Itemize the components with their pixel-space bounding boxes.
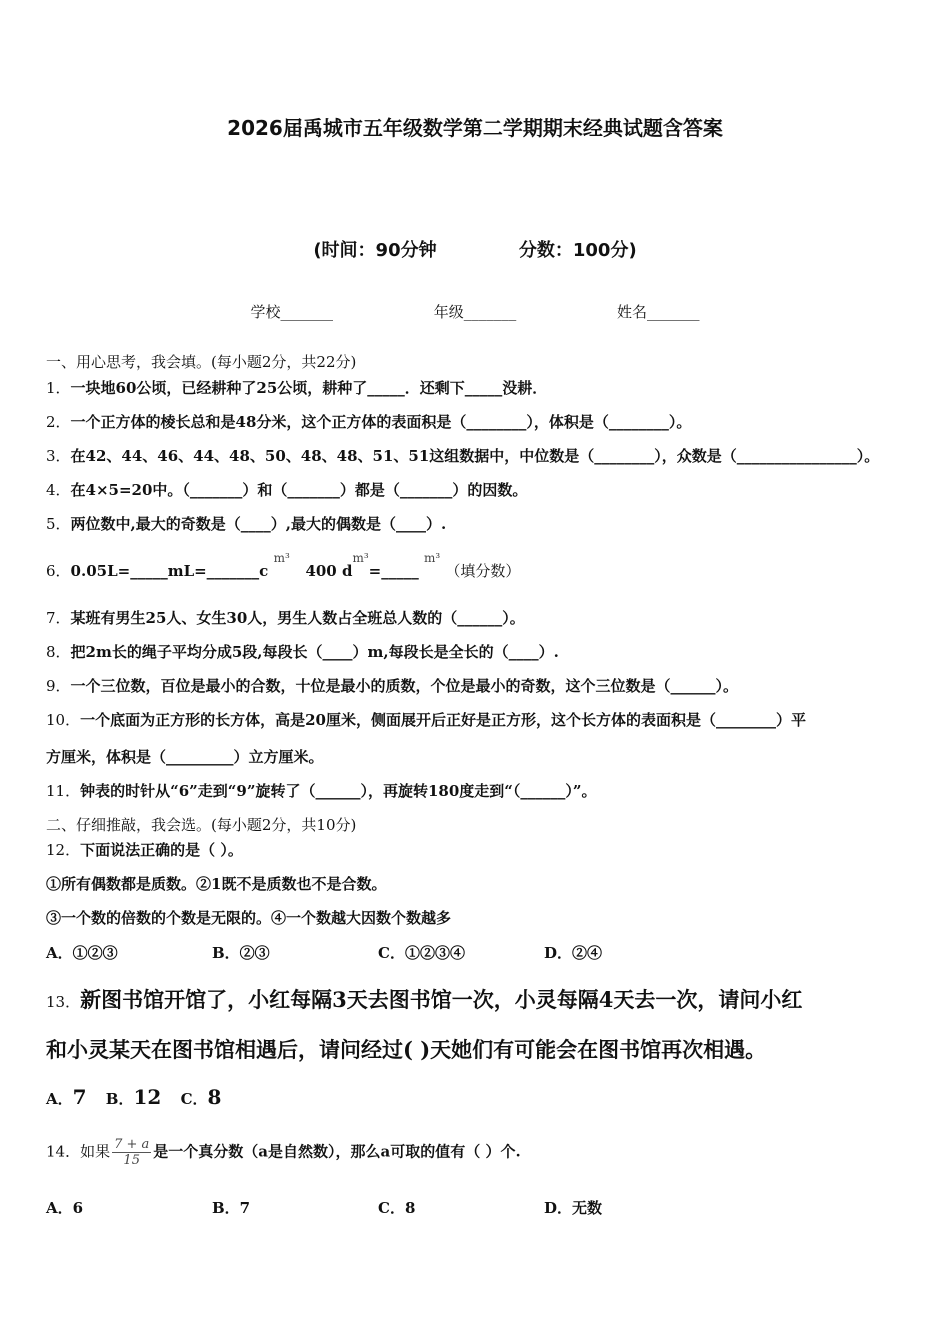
question-13 — [46, 984, 802, 1014]
question-8 — [46, 641, 559, 662]
question-7 — [46, 607, 525, 628]
q12-options — [46, 942, 710, 963]
school-field[interactable]: 学校_______ — [250, 303, 333, 321]
question-number: 5． — [46, 515, 71, 533]
question-number: 12． — [46, 841, 81, 859]
fraction-numerator: 7 + a — [114, 1137, 150, 1152]
question-number: 2． — [46, 413, 71, 431]
q14-options — [46, 1197, 710, 1218]
option-a[interactable]: A．①②③ — [46, 944, 118, 962]
question-text: 一个正方体的棱长总和是48分米，这个正方体的表面积是（________），体积是（________）。 — [70, 413, 692, 431]
question-text: 两位数中,最大的奇数是（____）,最大的偶数是（____）. — [70, 515, 447, 533]
question-number: 9． — [46, 677, 71, 695]
question-12 — [46, 839, 243, 860]
question-number: 11． — [46, 782, 81, 800]
unit-cubic-meter: m³ — [273, 551, 290, 565]
exam-time: (时间：90分钟 — [313, 240, 437, 261]
question-number: 14． — [46, 1142, 81, 1161]
q6-part3: =_____ — [368, 562, 419, 580]
fraction-denominator: 15 — [123, 1153, 140, 1168]
exam-info — [0, 236, 950, 262]
question-10-continued: 方厘米，体积是（_________）立方厘米。 — [46, 748, 324, 766]
option-d[interactable]: D．无数 — [544, 1199, 603, 1217]
q14-post: 是一个真分数（a是自然数），那么a可取的值有（ ）个. — [153, 1142, 521, 1161]
question-number: 6． — [46, 562, 71, 580]
question-4 — [46, 479, 527, 500]
question-10 — [46, 709, 806, 730]
option-c[interactable]: C．8 — [378, 1199, 416, 1217]
question-number: 7． — [46, 609, 71, 627]
name-field[interactable]: 姓名_______ — [617, 303, 700, 321]
option-b[interactable]: B．②③ — [212, 944, 270, 962]
question-text: 某班有男生25人、女生30人，男生人数占全班总人数的（______）。 — [70, 609, 525, 627]
question-text: 下面说法正确的是（ ）。 — [80, 841, 243, 859]
question-text: 钟表的时针从“6”走到“9”旋转了（______），再旋转180度走到“（______）”。 — [80, 782, 597, 800]
question-text: 新图书馆开馆了，小红每隔3天去图书馆一次，小灵每隔4天去一次，请问小红 — [80, 987, 803, 1012]
question-number: 10． — [46, 711, 81, 729]
question-text: 在4×5=20中。（_______）和（_______）都是（_______）的因数。 — [70, 481, 528, 499]
question-number: 1． — [46, 379, 71, 397]
question-14 — [46, 1137, 521, 1168]
fraction — [112, 1137, 151, 1168]
question-2 — [46, 411, 691, 432]
q12-statements-1: ①所有偶数都是质数。②1既不是质数也不是合数。 — [46, 875, 387, 893]
question-text: 一块地60公顷，已经耕种了25公顷，耕种了_____．还剩下_____没耕． — [70, 379, 548, 397]
question-text: 把2m长的绳子平均分成5段,每段长（____）m,每段长是全长的（____）. — [70, 643, 559, 661]
question-9 — [46, 675, 738, 696]
student-fields — [0, 301, 950, 322]
exam-score: 分数：100分) — [518, 240, 637, 261]
question-13-continued: 和小灵某天在图书馆相遇后，请问经过( )天她们有可能会在图书馆再次相遇。 — [46, 1037, 767, 1062]
question-number: 4． — [46, 481, 71, 499]
question-11 — [46, 780, 597, 801]
option-c[interactable]: C．①②③④ — [378, 944, 465, 962]
option-a[interactable]: A．7 — [46, 1085, 87, 1109]
q6-part4: （填分数） — [445, 562, 521, 580]
question-text: 在42、44、46、44、48、50、48、48、51、51这组数据中，中位数是（________），众数是（________________）。 — [70, 447, 880, 465]
question-1 — [46, 377, 547, 398]
unit-cubic-meter: m³ — [423, 551, 441, 565]
question-5 — [46, 513, 446, 534]
question-number: 3． — [46, 447, 71, 465]
option-a[interactable]: A．6 — [46, 1199, 84, 1217]
q6-part2: 400 d — [305, 562, 353, 580]
grade-field[interactable]: 年级_______ — [433, 303, 517, 321]
section1-heading: 一、用心思考，我会填。(每小题2分，共22分) — [46, 353, 357, 371]
option-d[interactable]: D．②④ — [544, 944, 603, 962]
q14-pre: 如果 — [80, 1142, 111, 1161]
section2-heading: 二、仔细推敲，我会选。(每小题2分，共10分) — [46, 816, 357, 834]
question-3 — [46, 445, 879, 466]
q12-statements-2: ③一个数的倍数的个数是无限的。④一个数越大因数个数越多 — [46, 909, 452, 927]
option-b[interactable]: B．7 — [212, 1199, 251, 1217]
question-6 — [46, 551, 521, 581]
q6-part1: 0.05L=_____mL=_______c — [70, 562, 269, 580]
q13-options — [46, 1085, 235, 1109]
question-text: 一个底面为正方形的长方体，高是20厘米，侧面展开后正好是正方形，这个长方体的表面积是（________）平 — [80, 711, 806, 729]
option-c[interactable]: C．8 — [180, 1085, 222, 1109]
page-title: 2026届禹城市五年级数学第二学期期末经典试题含答案 — [227, 116, 723, 140]
question-text: 一个三位数，百位是最小的合数，十位是最小的质数，个位是最小的奇数，这个三位数是（______）。 — [70, 677, 739, 695]
unit-cubic-meter: m³ — [352, 551, 369, 565]
question-number: 13． — [46, 993, 81, 1011]
question-number: 8． — [46, 643, 71, 661]
option-b[interactable]: B．12 — [105, 1085, 162, 1109]
